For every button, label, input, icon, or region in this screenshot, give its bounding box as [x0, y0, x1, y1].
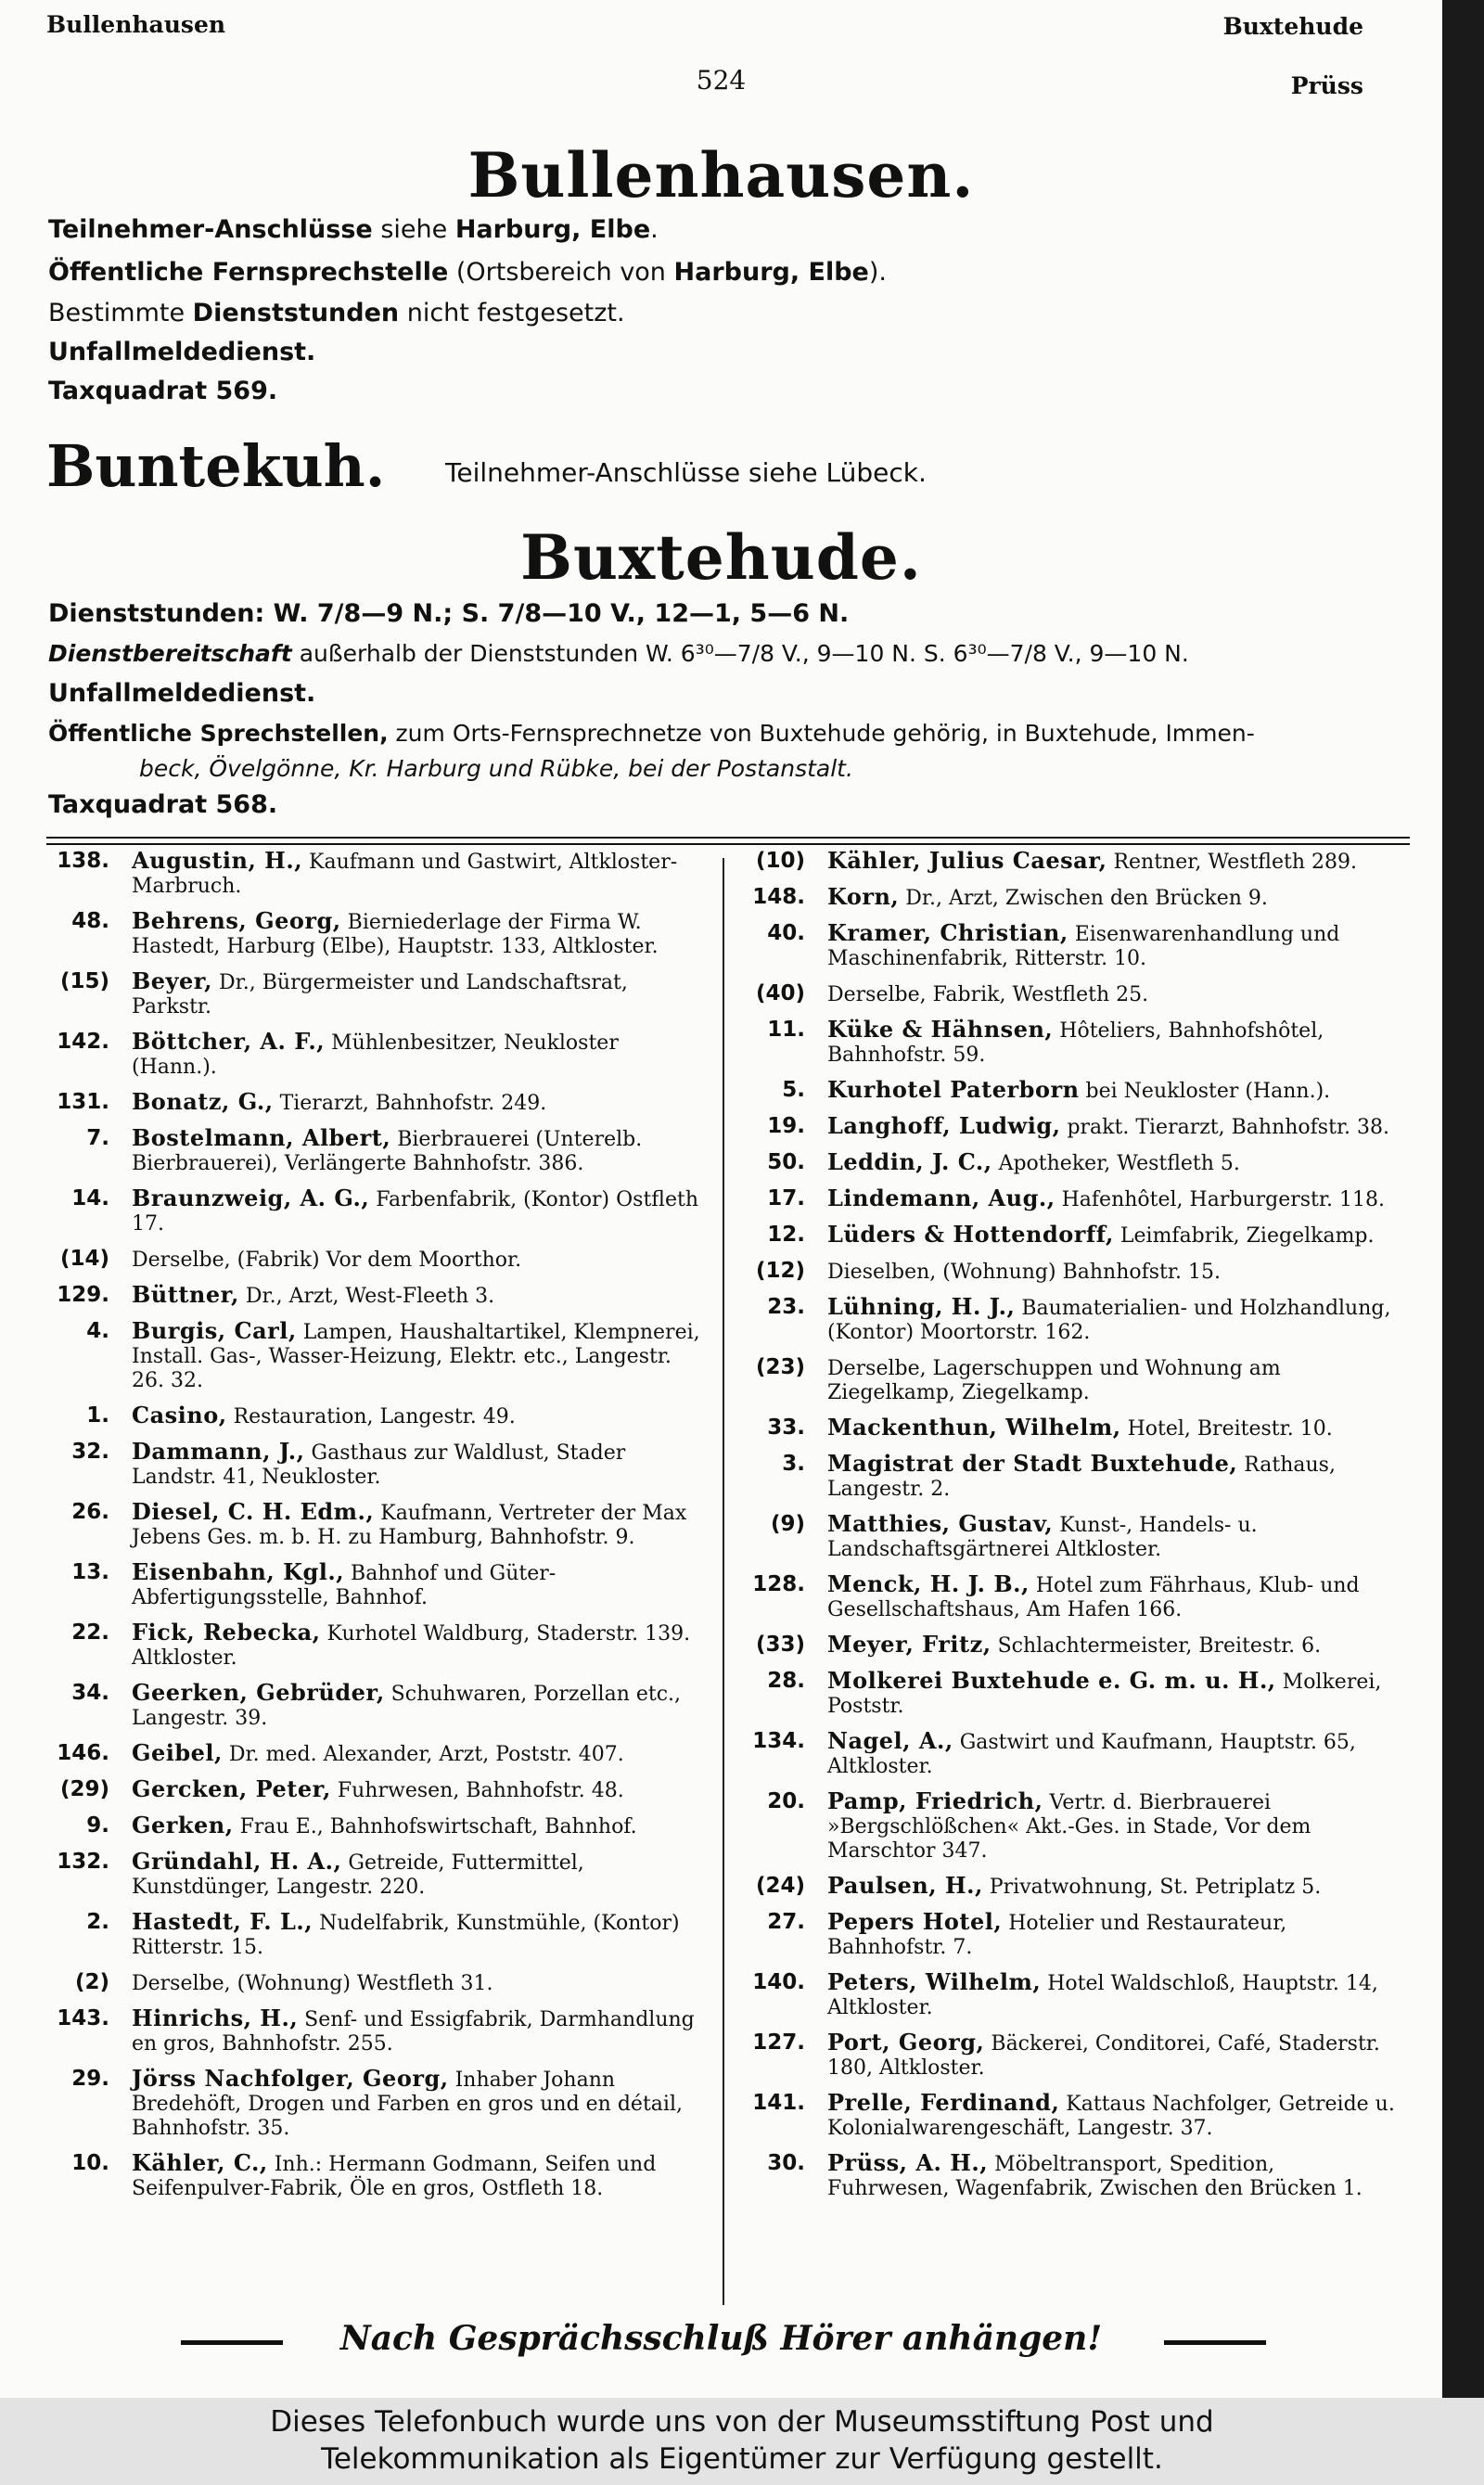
entry-details: Rentner, Westfleth 289.	[1107, 851, 1357, 874]
bullenhausen-line-3: Bestimmte Dienststunden nicht festgesetzt.	[48, 299, 625, 327]
entry-number: 129.	[57, 1283, 109, 1307]
directory-entry	[742, 1415, 1401, 1441]
running-header-right-first: Buxtehude	[1222, 13, 1363, 40]
entry-number: 19.	[767, 1114, 805, 1138]
directory-entry	[46, 1247, 705, 1273]
entry-name: Magistrat der Stadt Buxtehude,	[827, 1450, 1238, 1477]
directory-entry	[742, 885, 1401, 911]
entry-number: 14.	[71, 1186, 109, 1210]
entry-details: Eisenwarenhandlung und Maschinenfabrik, Ritterstr. 10.	[827, 923, 1340, 970]
entry-text	[827, 1295, 1401, 1345]
directory-entry	[742, 1729, 1401, 1779]
entry-text	[827, 849, 1401, 875]
entry-number: 29.	[71, 2067, 109, 2091]
credit-line-1: Dieses Telefonbuch wurde uns von der Museumsstiftung Post und	[270, 2405, 1214, 2439]
entry-details: prakt. Tierarzt, Bahnhofstr. 38.	[1060, 1116, 1390, 1139]
entry-text	[827, 1789, 1401, 1864]
directory-entry	[742, 1874, 1401, 1900]
entry-name: Port, Georg,	[827, 2029, 985, 2056]
entry-details: Hôteliers, Bahnhofshôtel, Bahnhofstr. 59.	[827, 1019, 1324, 1067]
entry-details: Nudelfabrik, Kunstmühle, (Kontor) Ritterstr. 15.	[132, 1912, 680, 1959]
entry-name: Gercken, Peter,	[132, 1775, 331, 1802]
entry-number: 23.	[767, 1295, 805, 1319]
entry-text	[827, 2151, 1401, 2201]
entry-name: Mackenthun, Wilhelm,	[827, 1414, 1121, 1441]
entry-details: Apotheker, Westfleth 5.	[991, 1152, 1240, 1175]
directory-entry	[742, 1355, 1401, 1405]
entry-details: Schlachtermeister, Breitestr. 6.	[991, 1634, 1322, 1658]
entry-name: Bostelmann, Albert,	[132, 1124, 391, 1151]
entry-details: Schuhwaren, Porzellan etc., Langestr. 39.	[132, 1683, 682, 1730]
directory-entry	[46, 1283, 705, 1309]
entry-details: Dieselben, (Wohnung) Bahnhofstr. 15.	[827, 1261, 1221, 1284]
slogan-dash-right	[1164, 2340, 1266, 2345]
directory-entry	[742, 1633, 1401, 1659]
bullenhausen-line-2: Öffentliche Fernsprechstelle (Ortsbereich von Harburg, Elbe).	[48, 258, 887, 287]
entry-details: Leimfabrik, Ziegelkamp.	[1113, 1224, 1375, 1248]
entry-name: Geerken, Gebrüder,	[132, 1679, 385, 1706]
entry-text	[132, 849, 705, 899]
entry-name: Meyer, Fritz,	[827, 1631, 991, 1658]
entry-name: Fick, Rebecka,	[132, 1619, 321, 1646]
entry-details: Kaufmann und Gastwirt, Altkloster-Marbruch.	[132, 851, 678, 898]
directory-entry	[742, 1259, 1401, 1285]
entry-details: Restauration, Langestr. 49.	[226, 1405, 516, 1428]
entry-name: Braunzweig, A. G.,	[132, 1185, 370, 1211]
entry-name: Gerken,	[132, 1812, 234, 1838]
buxtehude-unfall: Unfallmeldedienst.	[48, 679, 316, 708]
entry-details: Hafenhôtel, Harburgerstr. 118.	[1055, 1188, 1385, 1211]
entry-details: Lampen, Haushaltartikel, Klempnerei, Install. Gas-, Wasser-Heizung, Elektr. etc., Langestr. 26. 32.	[132, 1321, 700, 1392]
entry-text	[132, 969, 705, 1019]
entry-number: 5.	[782, 1078, 805, 1102]
entry-details: Vertr. d. Bierbrauerei »Bergschlößchen« Akt.-Ges. in Stade, Vor dem Marschtor 347.	[827, 1791, 1311, 1863]
entry-details: Derselbe, Lagerschuppen und Wohnung am Ziegelkamp, Ziegelkamp.	[827, 1357, 1281, 1404]
entry-text	[827, 1729, 1401, 1779]
entry-number: 32.	[71, 1440, 109, 1464]
entry-text	[132, 1910, 705, 1960]
directory-entry	[46, 1126, 705, 1176]
entry-number: 30.	[767, 2151, 805, 2175]
directory-entry	[742, 1295, 1401, 1345]
directory-entry	[46, 1850, 705, 1900]
entry-text	[827, 1223, 1401, 1249]
entry-name: Prüss, A. H.,	[827, 2149, 989, 2176]
directory-entry	[46, 1620, 705, 1671]
entry-details: Dr., Arzt, Zwischen den Brücken 9.	[899, 887, 1268, 910]
directory-entry	[46, 1186, 705, 1236]
entry-details: Derselbe, Fabrik, Westfleth 25.	[827, 983, 1149, 1006]
entry-details: Kaufmann, Vertreter der Max Jebens Ges. m. b. H. zu Hamburg, Bahnhofstr. 9.	[132, 1502, 687, 1549]
entry-text	[132, 1090, 705, 1116]
section-title-buntekuh: Buntekuh.	[46, 432, 386, 500]
entry-details: Baumaterialien- und Holzhandlung, (Kontor) Moortorstr. 162.	[827, 1297, 1391, 1344]
directory-entry	[46, 1030, 705, 1080]
entry-text	[132, 909, 705, 959]
buxtehude-oeffentliche-2: beck, Övelgönne, Kr. Harburg und Rübke, bei der Postanstalt.	[139, 755, 853, 782]
entry-text	[827, 981, 1401, 1007]
entry-number: (2)	[74, 1970, 109, 1994]
entry-details: Inhaber Johann Bredehöft, Drogen und Farben en gros und en détail, Bahnhofstr. 35.	[132, 2069, 683, 2140]
entry-text	[132, 1186, 705, 1236]
entry-text	[132, 2067, 705, 2141]
entry-name: Peters, Wilhelm,	[827, 1968, 1042, 1995]
entry-text	[827, 1355, 1401, 1405]
entry-text	[827, 1259, 1401, 1285]
directory-entry	[742, 1669, 1401, 1719]
entry-number: 138.	[57, 849, 109, 873]
entry-number: 140.	[752, 1970, 805, 1994]
directory-entry	[46, 1403, 705, 1429]
bullenhausen-line-4: Unfallmeldedienst.	[48, 338, 316, 366]
entry-details: Möbeltransport, Spedition, Fuhrwesen, Wagenfabrik, Zwischen den Brücken 1.	[827, 2153, 1362, 2200]
entry-number: 17.	[767, 1186, 805, 1210]
entry-name: Kramer, Christian,	[827, 919, 1068, 946]
section-title-buxtehude: Buxtehude.	[520, 521, 922, 594]
directory-entry	[46, 1560, 705, 1610]
entries-column-left	[46, 849, 705, 2211]
entry-name: Matthies, Gustav,	[827, 1510, 1054, 1537]
entry-text	[132, 1777, 705, 1803]
credit-line-2: Telekommunikation als Eigentümer zur Verfügung gestellt.	[321, 2442, 1163, 2476]
entry-name: Leddin, J. C.,	[827, 1148, 992, 1175]
entry-name: Böttcher, A. F.,	[132, 1028, 326, 1055]
entry-text	[827, 885, 1401, 911]
credit-banner	[0, 2398, 1484, 2485]
entry-details: Privatwohnung, St. Petriplatz 5.	[982, 1876, 1322, 1899]
entry-details: Farbenfabrik, (Kontor) Ostfleth 17.	[132, 1188, 699, 1236]
entry-number: (40)	[755, 981, 805, 1006]
entry-text	[132, 1440, 705, 1490]
entry-name: Lindemann, Aug.,	[827, 1185, 1055, 1211]
entry-number: 13.	[71, 1560, 109, 1584]
running-header-left: Bullenhausen	[46, 11, 226, 38]
entry-number: (29)	[59, 1777, 109, 1801]
entry-details: Dr. med. Alexander, Arzt, Poststr. 407.	[222, 1743, 624, 1766]
entry-text	[132, 1126, 705, 1176]
directory-entry	[742, 2151, 1401, 2201]
entry-number: (9)	[770, 1512, 805, 1536]
entry-number: 48.	[71, 909, 109, 933]
entry-number: 142.	[57, 1030, 109, 1054]
section-title-bullenhausen: Bullenhausen.	[467, 139, 975, 211]
bullenhausen-line-1: Teilnehmer-Anschlüsse siehe Harburg, Elbe.	[48, 215, 659, 244]
entry-text	[132, 1813, 705, 1839]
entry-name: Lüders & Hottendorff,	[827, 1221, 1114, 1248]
entry-details: Bierbrauerei (Unterelb. Bierbrauerei), Verlängerte Bahnhofstr. 386.	[132, 1128, 643, 1175]
entry-text	[132, 1741, 705, 1767]
entry-name: Pamp, Friedrich,	[827, 1787, 1043, 1814]
entry-details: Senf- und Essigfabrik, Darmhandlung en gros, Bahnhofstr. 255.	[132, 2008, 695, 2056]
directory-entry	[46, 2067, 705, 2141]
entry-text	[132, 1247, 705, 1273]
entry-number: 40.	[767, 921, 805, 945]
buxtehude-bereitschaft: Dienstbereitschaft außerhalb der Dienststunden W. 6³⁰—7/8 V., 9—10 N. S. 6³⁰—7/8 V., 9—10 N.	[48, 640, 1189, 667]
entry-name: Diesel, C. H. Edm.,	[132, 1498, 375, 1525]
divider-rule-bottom	[46, 843, 1410, 845]
entry-details: Dr., Arzt, West-Fleeth 3.	[238, 1285, 495, 1308]
entry-text	[827, 1452, 1401, 1502]
directory-entry	[742, 1078, 1401, 1104]
directory-entry	[46, 849, 705, 899]
entry-text	[827, 1572, 1401, 1622]
entry-number: 11.	[767, 1018, 805, 1042]
directory-entry	[46, 1500, 705, 1550]
entry-number: 143.	[57, 2006, 109, 2030]
entry-text	[132, 1560, 705, 1610]
entry-name: Burgis, Carl,	[132, 1317, 297, 1344]
directory-entry	[742, 1572, 1401, 1622]
entry-name: Dammann, J.,	[132, 1438, 305, 1465]
entry-number: 146.	[57, 1741, 109, 1765]
entry-name: Kähler, Julius Caesar,	[827, 847, 1107, 874]
entry-number: (23)	[755, 1355, 805, 1379]
directory-entry	[46, 1741, 705, 1767]
entry-details: Hotel, Breitestr. 10.	[1120, 1417, 1333, 1441]
entry-details: Frau E., Bahnhofswirtschaft, Bahnhof.	[233, 1815, 637, 1838]
entry-number: 9.	[86, 1813, 109, 1838]
entry-details: Dr., Bürgermeister und Landschaftsrat, Parkstr.	[132, 971, 628, 1018]
entry-number: (10)	[755, 849, 805, 873]
entry-name: Kurhotel Paterborn	[827, 1076, 1080, 1103]
entry-number: 2.	[86, 1910, 109, 1934]
entry-name: Gründahl, H. A.,	[132, 1848, 342, 1875]
entry-number: 10.	[71, 2151, 109, 2175]
entry-name: Casino,	[132, 1402, 227, 1428]
entry-details: bei Neukloster (Hann.).	[1079, 1080, 1331, 1103]
directory-entry	[742, 849, 1401, 875]
entry-details: Kurhotel Waldburg, Staderstr. 139. Altkloster.	[132, 1622, 691, 1670]
entry-name: Beyer,	[132, 967, 213, 994]
entry-text	[827, 1633, 1401, 1659]
entry-details: Derselbe, (Fabrik) Vor dem Moorthor.	[132, 1249, 522, 1272]
entry-text	[827, 1114, 1401, 1140]
directory-entry	[46, 1681, 705, 1731]
entry-text	[132, 1030, 705, 1080]
entry-number: 1.	[86, 1403, 109, 1428]
directory-entry	[46, 1090, 705, 1116]
entry-details: Kunst-, Handels- u. Landschaftsgärtnerei Altkloster.	[827, 1514, 1258, 1561]
entry-text	[827, 1669, 1401, 1719]
entry-name: Molkerei Buxtehude e. G. m. u. H.,	[827, 1667, 1276, 1694]
directory-entry	[742, 1910, 1401, 1960]
entry-name: Prelle, Ferdinand,	[827, 2089, 1060, 2116]
entry-details: Kattaus Nachfolger, Getreide u. Kolonialwarengeschäft, Langestr. 37.	[827, 2093, 1395, 2140]
entry-name: Küke & Hähnsen,	[827, 1016, 1054, 1043]
entry-details: Getreide, Futtermittel, Kunstdünger, Langestr. 220.	[132, 1851, 584, 1899]
column-divider	[723, 858, 724, 2305]
directory-entry	[742, 981, 1401, 1007]
entry-name: Kähler, C.,	[132, 2149, 268, 2176]
entry-details: Bahnhof und Güter-Abfertigungsstelle, Bahnhof.	[132, 1562, 556, 1609]
entry-number: 3.	[782, 1452, 805, 1476]
entry-text	[827, 921, 1401, 971]
entry-name: Menck, H. J. B.,	[827, 1570, 1030, 1597]
scan-edge	[1442, 0, 1484, 2398]
entry-number: 27.	[767, 1910, 805, 1934]
directory-entry	[742, 1018, 1401, 1068]
entry-name: Bonatz, G.,	[132, 1088, 274, 1115]
entry-text	[827, 1018, 1401, 1068]
directory-entry	[46, 969, 705, 1019]
entry-text	[132, 1500, 705, 1550]
entry-details: Hotel Waldschloß, Hauptstr. 14, Altkloster.	[827, 1972, 1378, 2019]
entry-number: 34.	[71, 1681, 109, 1705]
directory-entry	[742, 1223, 1401, 1249]
entry-number: 12.	[767, 1223, 805, 1247]
directory-entry	[742, 921, 1401, 971]
entry-name: Augustin, H.,	[132, 847, 303, 874]
entry-name: Langhoff, Ludwig,	[827, 1112, 1061, 1139]
buxtehude-oeffentliche-1: Öffentliche Sprechstellen, zum Orts-Fernsprechnetze von Buxtehude gehörig, in Buxtehude, Immen-	[48, 720, 1255, 747]
entry-text	[827, 1970, 1401, 2020]
entry-number: 132.	[57, 1850, 109, 1874]
entry-text	[132, 1403, 705, 1429]
bullenhausen-line-5: Taxquadrat 569.	[48, 377, 278, 405]
entry-text	[827, 1078, 1401, 1104]
directory-entry	[742, 1970, 1401, 2020]
entry-number: 131.	[57, 1090, 109, 1114]
entry-number: 7.	[86, 1126, 109, 1150]
entry-name: Hastedt, F. L.,	[132, 1908, 313, 1935]
entry-name: Geibel,	[132, 1739, 223, 1766]
entry-text	[132, 2006, 705, 2056]
entry-details: Bierniederlage der Firma W. Hastedt, Harburg (Elbe), Hauptstr. 133, Altkloster.	[132, 911, 659, 958]
entry-text	[827, 1874, 1401, 1900]
entry-details: Hotelier und Restaurateur, Bahnhofstr. 7.	[827, 1912, 1287, 1959]
entry-number: 50.	[767, 1150, 805, 1174]
directory-entry	[742, 1452, 1401, 1502]
directory-entry	[46, 1970, 705, 1996]
entry-text	[132, 1283, 705, 1309]
entry-number: 33.	[767, 1415, 805, 1440]
entry-details: Rathaus, Langestr. 2.	[827, 1454, 1336, 1501]
entry-name: Lühning, H. J.,	[827, 1293, 1016, 1320]
entry-details: Molkerei, Poststr.	[827, 1671, 1382, 1718]
directory-entry	[46, 1910, 705, 1960]
entry-number: 28.	[767, 1669, 805, 1693]
entry-details: Mühlenbesitzer, Neukloster (Hann.).	[132, 1031, 619, 1079]
directory-entry	[742, 1186, 1401, 1212]
entry-details: Inh.: Hermann Godmann, Seifen und Seifenpulver-Fabrik, Öle en gros, Ostfleth 18.	[132, 2153, 657, 2200]
entry-name: Hinrichs, H.,	[132, 2005, 299, 2031]
entry-details: Bäckerei, Conditorei, Café, Staderstr. 180, Altkloster.	[827, 2032, 1380, 2080]
entry-name: Paulsen, H.,	[827, 1872, 983, 1899]
entry-text	[827, 1415, 1401, 1441]
directory-entry	[742, 2030, 1401, 2081]
entry-details: Gasthaus zur Waldlust, Stader Landstr. 41, Neukloster.	[132, 1441, 626, 1489]
entry-number: 141.	[752, 2091, 805, 2115]
directory-entry	[742, 1150, 1401, 1176]
entry-number: 148.	[752, 885, 805, 909]
entry-text	[132, 1319, 705, 1393]
entry-details: Derselbe, (Wohnung) Westfleth 31.	[132, 1972, 493, 1995]
entry-number: 128.	[752, 1572, 805, 1596]
entry-details: Hotel zum Fährhaus, Klub- und Gesellschaftshaus, Am Hafen 166.	[827, 1574, 1360, 1621]
footer-slogan: Nach Gesprächsschluß Hörer anhängen!	[339, 2319, 1103, 2358]
entry-number: (24)	[755, 1874, 805, 1898]
entry-number: (15)	[59, 969, 109, 993]
entry-details: Fuhrwesen, Bahnhofstr. 48.	[330, 1779, 624, 1802]
directory-entry	[742, 1789, 1401, 1864]
directory-entry	[46, 2006, 705, 2056]
entry-text	[132, 2151, 705, 2201]
buxtehude-dienststunden: Dienststunden: W. 7/8—9 N.; S. 7/8—10 V., 12—1, 5—6 N.	[48, 599, 850, 628]
entry-number: 20.	[767, 1789, 805, 1813]
entry-number: 134.	[752, 1729, 805, 1753]
entry-number: 4.	[86, 1319, 109, 1343]
page-number: 524	[696, 65, 747, 96]
entry-number: 22.	[71, 1620, 109, 1645]
entry-text	[132, 1970, 705, 1996]
directory-entry	[46, 1440, 705, 1490]
divider-rule-top	[46, 837, 1410, 839]
directory-entry	[742, 1512, 1401, 1562]
directory-entry	[46, 1777, 705, 1803]
entry-details: Gastwirt und Kaufmann, Hauptstr. 65, Altkloster.	[827, 1731, 1356, 1778]
directory-entry	[46, 1813, 705, 1839]
entry-text	[827, 1150, 1401, 1176]
entry-number: 26.	[71, 1500, 109, 1524]
buxtehude-taxquadrat: Taxquadrat 568.	[48, 790, 278, 819]
entry-name: Behrens, Georg,	[132, 907, 341, 934]
directory-entry	[742, 1114, 1401, 1140]
entry-text	[827, 1186, 1401, 1212]
running-header-right-last: Prüss	[1290, 72, 1363, 99]
entry-number: 127.	[752, 2030, 805, 2055]
entry-text	[827, 2091, 1401, 2141]
entry-name: Korn,	[827, 883, 900, 910]
entry-text	[132, 1850, 705, 1900]
entry-name: Pepers Hotel,	[827, 1908, 1003, 1935]
buntekuh-note: Teilnehmer-Anschlüsse siehe Lübeck.	[445, 457, 927, 488]
entry-name: Jörss Nachfolger, Georg,	[132, 2065, 449, 2092]
entry-text	[132, 1620, 705, 1671]
entry-name: Büttner,	[132, 1281, 239, 1308]
entry-text	[827, 2030, 1401, 2081]
entry-text	[827, 1910, 1401, 1960]
entry-name: Eisenbahn, Kgl.,	[132, 1558, 345, 1585]
directory-entry	[742, 2091, 1401, 2141]
entry-text	[827, 1512, 1401, 1562]
directory-entry	[46, 1319, 705, 1393]
entry-details: Tierarzt, Bahnhofstr. 249.	[273, 1092, 547, 1115]
entry-number: (12)	[755, 1259, 805, 1283]
directory-entry	[46, 2151, 705, 2201]
entry-number: (14)	[59, 1247, 109, 1271]
directory-entry	[46, 909, 705, 959]
entry-text	[132, 1681, 705, 1731]
entries-column-right	[742, 849, 1401, 2211]
entry-number: (33)	[755, 1633, 805, 1657]
entry-name: Nagel, A.,	[827, 1727, 953, 1754]
